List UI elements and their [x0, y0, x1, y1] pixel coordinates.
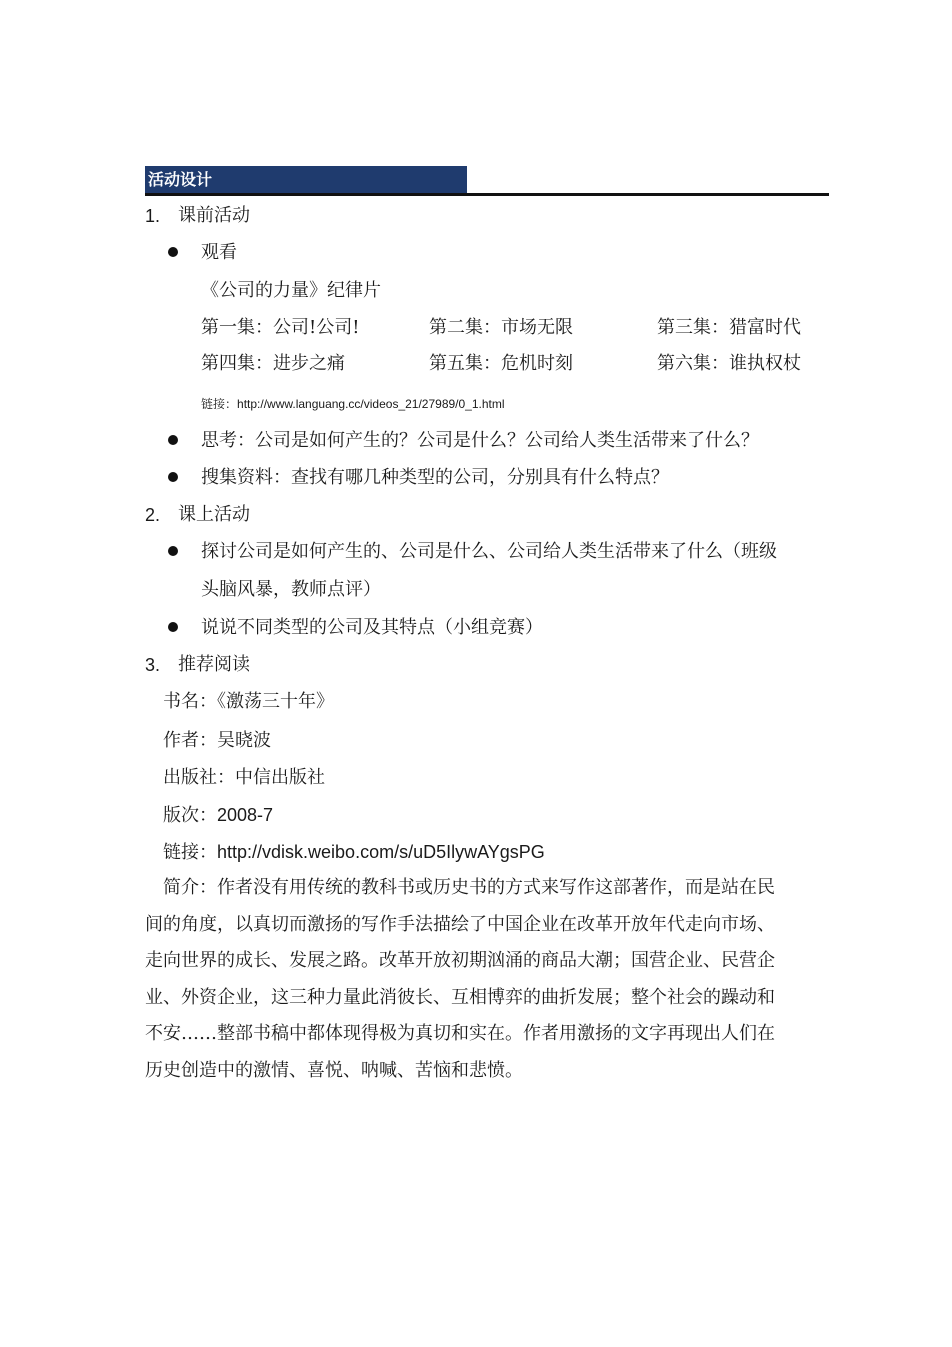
bullet-icon: [168, 546, 178, 556]
edition-value: 2008-7: [217, 805, 274, 825]
film-title: 《公司的力量》纪律片: [201, 280, 381, 301]
intro-line: 简介：作者没有用传统的教科书或历史书的方式来写作这部著作，而是站在民: [163, 877, 775, 898]
section-3-number: 3.: [145, 655, 161, 675]
section-1-title: 课前活动: [178, 205, 250, 226]
section-2-title: 课上活动: [178, 504, 250, 525]
author-line: [163, 729, 271, 753]
publisher-label: 出版社：: [163, 767, 235, 788]
section-2-number: 2.: [145, 505, 161, 525]
book-line: [163, 690, 334, 714]
watch-label: 观看: [201, 242, 237, 263]
intro-line: 业、外资企业，这三种力量此消彼长、互相博弈的曲折发展；整个社会的躁动和: [145, 986, 775, 1008]
talk-item: 说说不同类型的公司及其特点（小组竞赛）: [201, 617, 543, 638]
bullet-icon: [168, 622, 178, 632]
header-rule: [145, 193, 829, 196]
publisher-name: 中信出版社: [235, 767, 325, 788]
bullet-icon: [168, 472, 178, 482]
episode-4: 第四集：进步之痛: [201, 353, 345, 374]
collect-item: 搜集资料：查找有哪几种类型的公司，分别具有什么特点？: [201, 467, 669, 488]
video-link[interactable]: [201, 392, 505, 416]
section-1-number: 1.: [145, 206, 161, 226]
intro-line: 间的角度，以真切而激扬的写作手法描绘了中国企业在改革开放年代走向市场、: [145, 913, 775, 935]
intro-line: 走向世界的成长、发展之路。改革开放初期汹涌的商品大潮；国营企业、民营企: [145, 950, 775, 971]
book-label: 书名：: [163, 691, 217, 712]
episode-1: 第一集：公司!公司!: [201, 317, 360, 338]
book-link-url[interactable]: http://vdisk.weibo.com/s/uD5IlywAYgsPG: [217, 842, 545, 862]
episode-5: 第五集：危机时刻: [429, 353, 573, 374]
section-3-title: 推荐阅读: [178, 654, 250, 675]
discuss-item-line2: 头脑风暴，教师点评）: [201, 579, 381, 600]
book-title: 《激荡三十年》: [217, 691, 334, 712]
author-label: 作者：: [163, 730, 217, 751]
discuss-item-line1: 探讨公司是如何产生的、公司是什么、公司给人类生活带来了什么（班级: [201, 541, 777, 562]
book-link-label: 链接：: [163, 842, 217, 863]
episode-2: 第二集：市场无限: [429, 317, 573, 338]
section-title: 活动设计: [145, 166, 467, 193]
bullet-icon: [168, 435, 178, 445]
video-link-url[interactable]: http://www.languang.cc/videos_21/27989/0_1.html: [237, 397, 505, 411]
edition-line: [163, 803, 273, 828]
bullet-icon: [168, 247, 178, 257]
episode-6: 第六集：谁执权杖: [657, 353, 801, 374]
video-link-label: 链接：: [201, 397, 238, 411]
publisher-line: [163, 766, 325, 790]
episode-3: 第三集：猎富时代: [657, 317, 801, 338]
think-item: 思考：公司是如何产生的？公司是什么？公司给人类生活带来了什么？: [201, 430, 759, 451]
intro-paragraph: [145, 870, 813, 1089]
book-link-line[interactable]: [163, 840, 545, 865]
author-name: 吴晓波: [217, 730, 271, 751]
intro-line: 不安……整部书稿中都体现得极为真切和实在。作者用激扬的文字再现出人们在: [145, 1023, 775, 1044]
intro-line: 历史创造中的激情、喜悦、呐喊、苦恼和悲愤。: [145, 1059, 523, 1081]
section-header: [145, 166, 829, 196]
edition-label: 版次：: [163, 805, 217, 826]
